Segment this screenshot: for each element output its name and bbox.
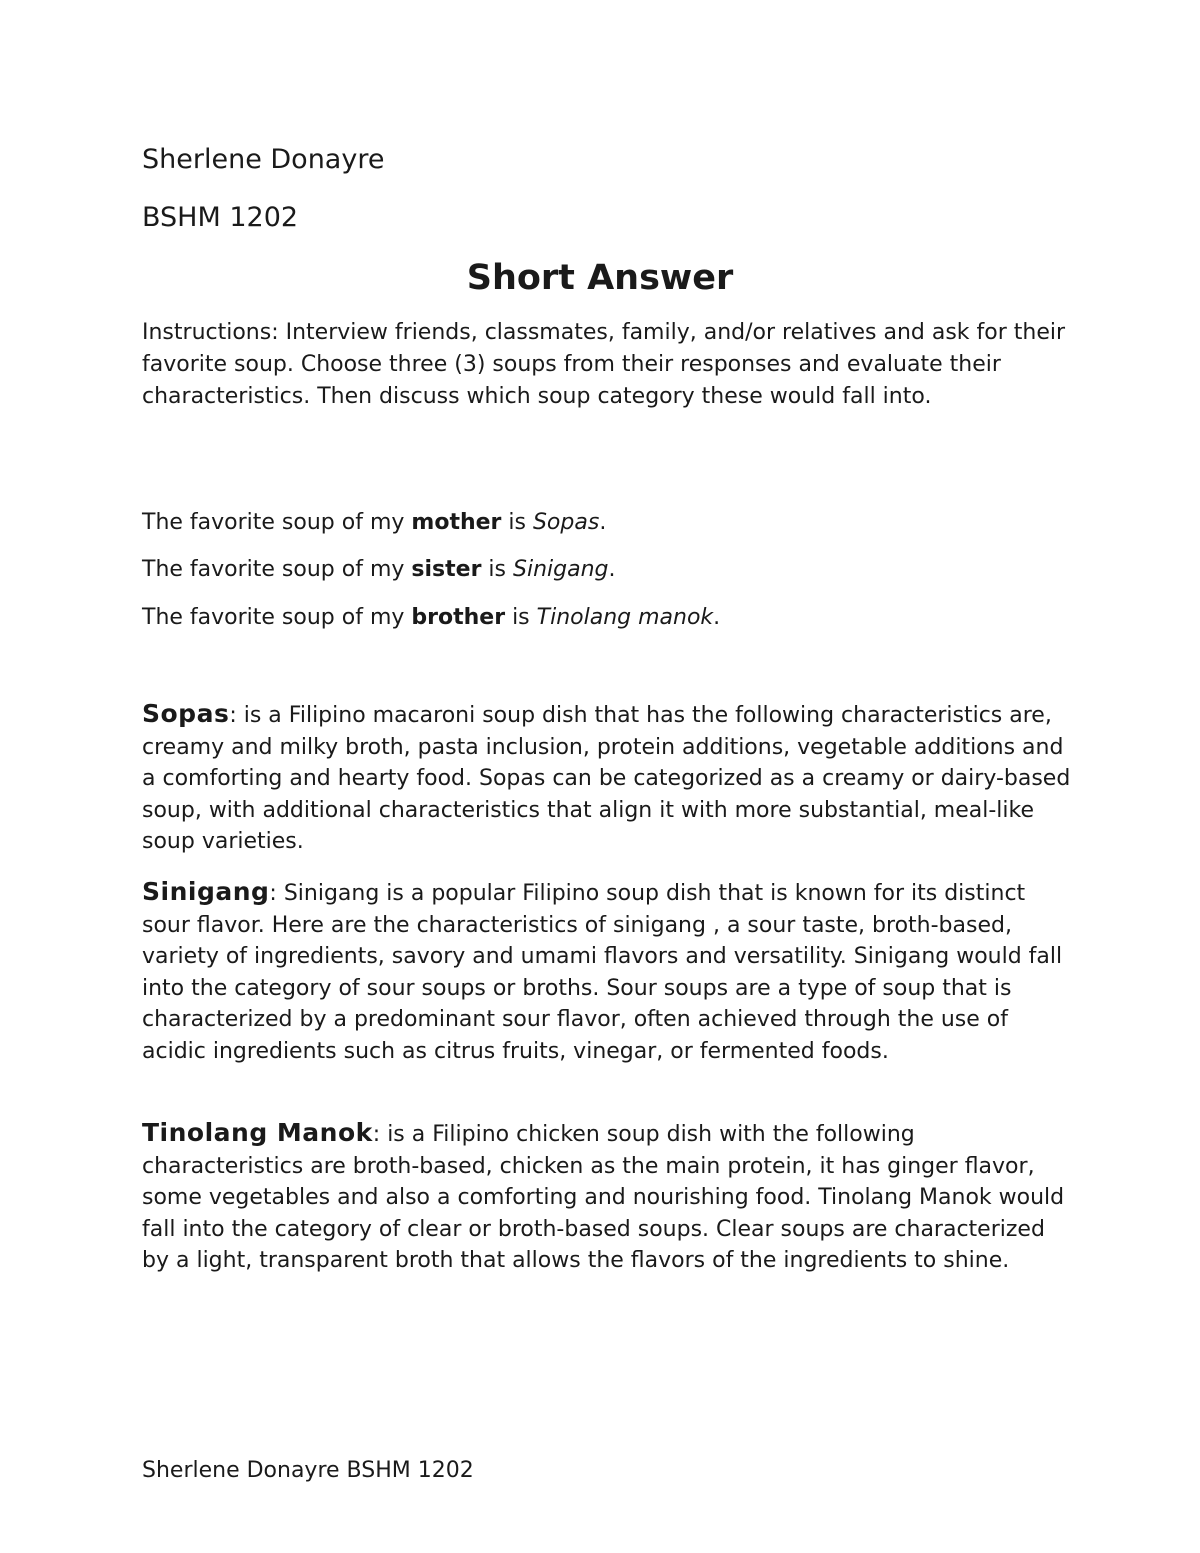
page-footer: Sherlene Donayre BSHM 1202 (142, 1458, 474, 1483)
instructions-paragraph: Instructions: Interview friends, classmates, family, and/or relatives and ask for their favorite soup. Choose three (3) soups from their responses and evaluate their characteristics. Then discuss which soup category these would fall into. (142, 320, 1066, 409)
favorite-person: brother (411, 605, 506, 630)
soup-name: Tinolang Manok (142, 1118, 373, 1147)
favorite-line-brother (142, 602, 720, 634)
soup-paragraph-tinolang-manok (142, 1117, 1072, 1277)
page-title: Short Answer (466, 258, 734, 298)
favorite-person: sister (411, 557, 482, 582)
favorite-middle: is (505, 605, 537, 630)
soup-paragraph-sopas (142, 698, 1072, 858)
favorite-suffix: . (713, 605, 721, 630)
favorite-middle: is (501, 510, 533, 535)
favorite-prefix: The favorite soup of my (142, 510, 412, 535)
favorite-line-mother (142, 507, 606, 539)
soup-colon: : (372, 1122, 381, 1147)
favorite-soup: Sopas (532, 510, 600, 535)
soup-colon: : (269, 881, 277, 906)
favorite-prefix: The favorite soup of my (142, 557, 412, 582)
favorite-soup: Tinolang manok (536, 605, 714, 630)
favorite-prefix: The favorite soup of my (142, 605, 412, 630)
favorite-suffix: . (608, 557, 616, 582)
favorite-suffix: . (599, 510, 607, 535)
favorite-soup: Sinigang (513, 557, 609, 582)
soup-name: Sinigang (142, 877, 270, 906)
soup-description: is a Filipino chicken soup dish with the following characteristics are broth-based, chicken as the main protein, it has ginger flavor, some vegetables and also a comforting and nourishing food. Tinolang Manok would fall into the category of clear or broth-based soups. Clear soups are characterized by a light, transparent broth that allows the flavors of the ingredients to shine. (142, 1122, 1065, 1274)
favorite-line-sister (142, 554, 616, 586)
soup-name: Sopas (142, 699, 230, 728)
soup-description: is a Filipino macaroni soup dish that has the following characteristics are, creamy and milky broth, pasta inclusion, protein additions, vegetable additions and a comforting and hearty food. Sopas can be categorized as a creamy or dairy-based soup, with additional characteristics that align it with more substantial, meal-like soup varieties. (142, 703, 1071, 855)
soup-paragraph-sinigang (142, 876, 1072, 1068)
author-name: Sherlene Donayre (142, 144, 385, 175)
favorite-person: mother (411, 510, 502, 535)
soup-colon: : (229, 703, 237, 728)
course-code: BSHM 1202 (142, 202, 299, 233)
favorite-middle: is (481, 557, 513, 582)
soup-description: Sinigang is a popular Filipino soup dish that is known for its distinct sour flavor. Here are the characteristics of sinigang , a sour taste, broth-based, variety of ingredients, savory and umami flavors and versatility. Sinigang would fall into the category of sour soups or broths. Sour soups are a type of soup that is characterized by a predominant sour flavor, often achieved through the use of acidic ingredients such as citrus fruits, vinegar, or fermented foods. (142, 881, 1063, 1064)
